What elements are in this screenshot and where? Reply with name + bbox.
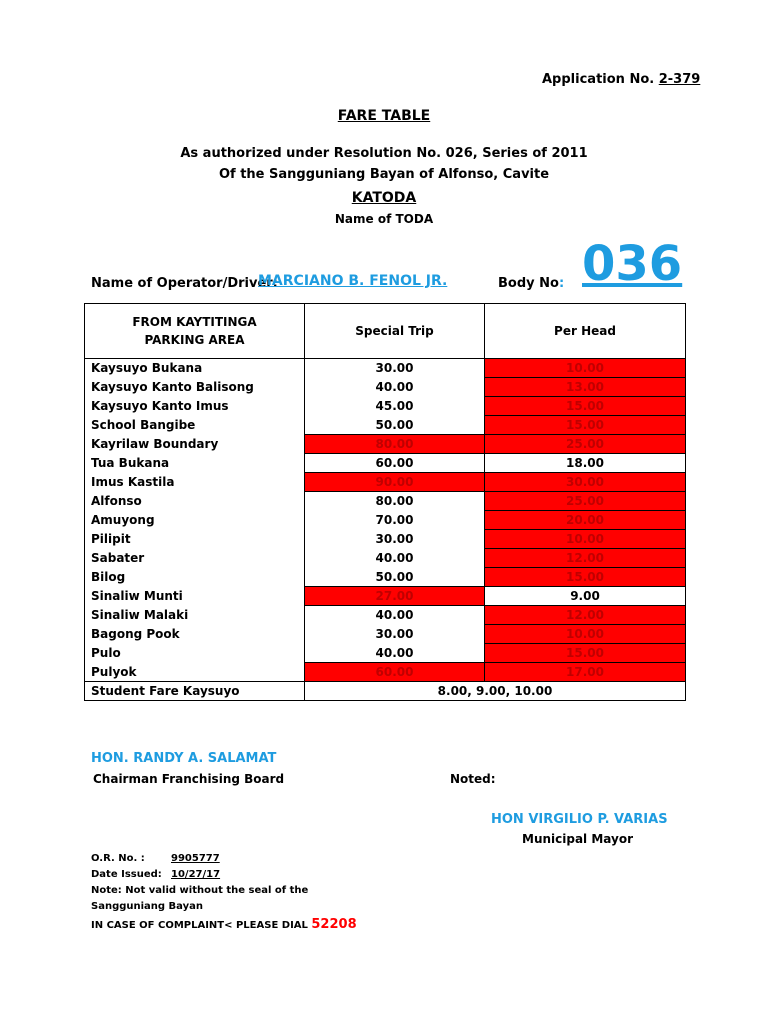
noted-label: Noted: bbox=[450, 772, 496, 786]
table-row bbox=[85, 359, 686, 378]
complaint-line bbox=[91, 917, 357, 932]
destination-cell: Kaysuyo Kanto Imus bbox=[85, 397, 305, 416]
destination-cell: Sinaliw Malaki bbox=[85, 606, 305, 625]
destination-cell: Pulo bbox=[85, 644, 305, 663]
table-row bbox=[85, 606, 686, 625]
special-trip-cell: 70.00 bbox=[305, 511, 485, 530]
body-number-label bbox=[498, 276, 564, 291]
receipt-info bbox=[91, 851, 308, 915]
special-trip-cell: 50.00 bbox=[305, 416, 485, 435]
special-trip-cell: 40.00 bbox=[305, 644, 485, 663]
application-label: Application No. bbox=[542, 72, 655, 87]
per-head-cell: 30.00 bbox=[485, 473, 686, 492]
student-fare-row bbox=[85, 682, 686, 701]
body-label-text: Body No bbox=[498, 276, 559, 291]
table-row bbox=[85, 492, 686, 511]
student-fare-value: 8.00, 9.00, 10.00 bbox=[305, 682, 686, 701]
body-number: 036 bbox=[582, 236, 683, 292]
operator-label: Name of Operator/Driver: bbox=[91, 276, 278, 291]
table-row bbox=[85, 644, 686, 663]
destination-cell: Tua Bukana bbox=[85, 454, 305, 473]
destination-cell: Bilog bbox=[85, 568, 305, 587]
special-trip-cell: 80.00 bbox=[305, 435, 485, 454]
fare-table bbox=[84, 303, 686, 701]
chairman-name: HON. RANDY A. SALAMAT bbox=[91, 751, 277, 766]
per-head-cell: 18.00 bbox=[485, 454, 686, 473]
per-head-cell: 10.00 bbox=[485, 359, 686, 378]
per-head-cell: 13.00 bbox=[485, 378, 686, 397]
destination-cell: Amuyong bbox=[85, 511, 305, 530]
destination-cell: Kayrilaw Boundary bbox=[85, 435, 305, 454]
note-line-2: Sangguniang Bayan bbox=[91, 901, 204, 912]
student-fare-label: Student Fare Kaysuyo bbox=[85, 682, 305, 701]
note-line-1: Note: Not valid without the seal of the bbox=[91, 885, 309, 896]
table-row bbox=[85, 549, 686, 568]
table-row bbox=[85, 587, 686, 606]
destination-cell: Pulyok bbox=[85, 663, 305, 682]
per-head-cell: 15.00 bbox=[485, 416, 686, 435]
table-row bbox=[85, 378, 686, 397]
authority-line: Of the Sangguniang Bayan of Alfonso, Cavite bbox=[218, 167, 550, 182]
destination-cell: School Bangibe bbox=[85, 416, 305, 435]
destination-cell: Alfonso bbox=[85, 492, 305, 511]
special-trip-cell: 27.00 bbox=[305, 587, 485, 606]
table-row bbox=[85, 511, 686, 530]
header-origin: FROM KAYTITINGA PARKING AREA bbox=[85, 304, 305, 359]
special-trip-cell: 30.00 bbox=[305, 359, 485, 378]
chairman-title: Chairman Franchising Board bbox=[93, 772, 285, 786]
or-label: O.R. No. : bbox=[91, 853, 145, 864]
special-trip-cell: 60.00 bbox=[305, 454, 485, 473]
destination-cell: Sinaliw Munti bbox=[85, 587, 305, 606]
table-row bbox=[85, 625, 686, 644]
table-row bbox=[85, 530, 686, 549]
per-head-cell: 12.00 bbox=[485, 606, 686, 625]
resolution-line: As authorized under Resolution No. 026, Series of 2011 bbox=[180, 146, 588, 161]
special-trip-cell: 40.00 bbox=[305, 378, 485, 397]
table-row bbox=[85, 663, 686, 682]
destination-cell: Kaysuyo Bukana bbox=[85, 359, 305, 378]
or-value: 9905777 bbox=[171, 853, 220, 864]
table-row bbox=[85, 473, 686, 492]
destination-cell: Pilipit bbox=[85, 530, 305, 549]
per-head-cell: 15.00 bbox=[485, 644, 686, 663]
per-head-cell: 17.00 bbox=[485, 663, 686, 682]
special-trip-cell: 40.00 bbox=[305, 606, 485, 625]
toda-label: Name of TODA bbox=[334, 212, 434, 226]
table-row bbox=[85, 397, 686, 416]
special-trip-cell: 40.00 bbox=[305, 549, 485, 568]
special-trip-cell: 45.00 bbox=[305, 397, 485, 416]
special-trip-cell: 60.00 bbox=[305, 663, 485, 682]
table-row bbox=[85, 435, 686, 454]
date-value: 10/27/17 bbox=[171, 869, 221, 880]
destination-cell: Bagong Pook bbox=[85, 625, 305, 644]
date-issued-row bbox=[91, 867, 308, 883]
per-head-cell: 10.00 bbox=[485, 625, 686, 644]
per-head-cell: 25.00 bbox=[485, 492, 686, 511]
per-head-cell: 20.00 bbox=[485, 511, 686, 530]
per-head-cell: 12.00 bbox=[485, 549, 686, 568]
per-head-cell: 10.00 bbox=[485, 530, 686, 549]
special-trip-cell: 90.00 bbox=[305, 473, 485, 492]
special-trip-cell: 80.00 bbox=[305, 492, 485, 511]
destination-cell: Kaysuyo Kanto Balisong bbox=[85, 378, 305, 397]
special-trip-cell: 30.00 bbox=[305, 530, 485, 549]
or-number-row bbox=[91, 851, 308, 867]
destination-cell: Sabater bbox=[85, 549, 305, 568]
mayor-title: Municipal Mayor bbox=[522, 832, 633, 846]
operator-name: MARCIANO B. FENOL JR. bbox=[258, 273, 448, 289]
complaint-text: IN CASE OF COMPLAINT< PLEASE DIAL bbox=[91, 920, 308, 931]
application-number bbox=[542, 72, 700, 87]
special-trip-cell: 50.00 bbox=[305, 568, 485, 587]
table-row bbox=[85, 416, 686, 435]
complaint-phone: 52208 bbox=[311, 917, 357, 932]
per-head-cell: 15.00 bbox=[485, 568, 686, 587]
toda-name: KATODA bbox=[351, 190, 417, 206]
special-trip-cell: 30.00 bbox=[305, 625, 485, 644]
table-header-row bbox=[85, 304, 686, 359]
table-row bbox=[85, 568, 686, 587]
page-title: FARE TABLE bbox=[337, 108, 431, 124]
application-value: 2-379 bbox=[658, 72, 701, 87]
mayor-name: HON VIRGILIO P. VARIAS bbox=[491, 812, 668, 827]
body-label-colon: : bbox=[558, 276, 565, 291]
per-head-cell: 15.00 bbox=[485, 397, 686, 416]
destination-cell: Imus Kastila bbox=[85, 473, 305, 492]
fare-table-body bbox=[85, 359, 686, 701]
date-label: Date Issued: bbox=[91, 869, 162, 880]
per-head-cell: 25.00 bbox=[485, 435, 686, 454]
header-per-head: Per Head bbox=[485, 304, 686, 359]
table-row bbox=[85, 454, 686, 473]
per-head-cell: 9.00 bbox=[485, 587, 686, 606]
header-special-trip: Special Trip bbox=[305, 304, 485, 359]
